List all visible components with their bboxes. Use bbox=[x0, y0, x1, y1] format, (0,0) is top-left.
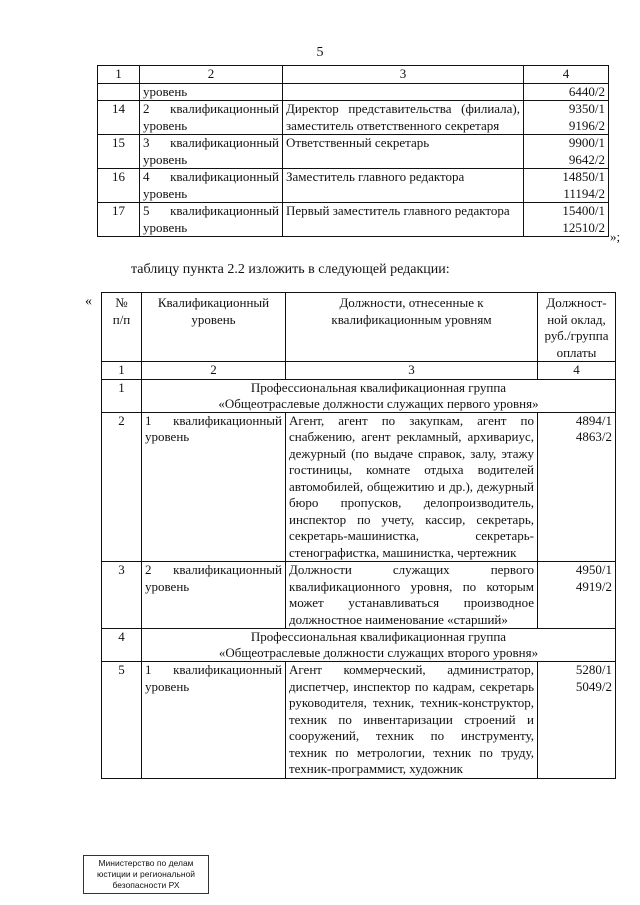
group-title: Профессиональная квалификационная группа «Общеотраслевые должности служащих первого уровня» bbox=[142, 379, 616, 412]
positions: Должности служащих первого квалификационного уровня, по которым может устанавливаться производное должностное наименование «старший» bbox=[286, 562, 538, 629]
positions: Заместитель главного редактора bbox=[283, 169, 524, 203]
row-number: 17 bbox=[98, 203, 140, 237]
header-positions: Должности, отнесенные к квалификационным уровням bbox=[286, 293, 538, 362]
qualification-level: 2 квалификационный уровень bbox=[140, 101, 283, 135]
group-row bbox=[102, 629, 616, 662]
header-cell: 3 bbox=[283, 66, 524, 84]
table-row bbox=[102, 662, 616, 779]
positions: Первый заместитель главного редактора bbox=[283, 203, 524, 237]
qualification-level: уровень bbox=[140, 83, 283, 101]
header-cell: 1 bbox=[98, 66, 140, 84]
row-number: 3 bbox=[102, 562, 142, 629]
header-cell: 2 bbox=[140, 66, 283, 84]
closing-quote: »; bbox=[610, 229, 621, 244]
opening-quote: « bbox=[85, 294, 92, 309]
group-title: Профессиональная квалификационная группа «Общеотраслевые должности служащих второго уровня» bbox=[142, 629, 616, 662]
row-number: 16 bbox=[98, 169, 140, 203]
page-number: 5 bbox=[316, 45, 324, 60]
salary: 5280/1 5049/2 bbox=[538, 662, 616, 779]
row-number: 5 bbox=[102, 662, 142, 779]
qualification-level: 3 квалификационный уровень bbox=[140, 135, 283, 169]
table-row bbox=[102, 562, 616, 629]
index-cell: 3 bbox=[286, 362, 538, 380]
header-salary: Должност- ной оклад, руб./группа оплаты bbox=[538, 293, 616, 362]
table-row bbox=[98, 203, 609, 237]
table-header-row bbox=[102, 293, 616, 362]
registration-stamp: Министерство по делам юстиции и региональной безопасности РХ bbox=[83, 855, 209, 894]
salary: 4894/1 4863/2 bbox=[538, 412, 616, 562]
salary: 15400/1 12510/2 bbox=[524, 203, 609, 237]
positions: Директор представительства (филиала), заместитель ответственного секретаря bbox=[283, 101, 524, 135]
instruction-text: таблицу пункта 2.2 изложить в следующей редакции: bbox=[131, 262, 450, 277]
salary: 9900/1 9642/2 bbox=[524, 135, 609, 169]
index-cell: 1 bbox=[102, 362, 142, 380]
row-number: 15 bbox=[98, 135, 140, 169]
positions: Агент коммерческий, администратор, диспетчер, инспектор по кадрам, секретарь руководителя, техник, техник-конструктор, техник по инвентаризации строений и сооружений, техник по инструменту, техник по метрологии, техник по труду, техник-программист, художник bbox=[286, 662, 538, 779]
row-number bbox=[98, 83, 140, 101]
salary: 9350/1 9196/2 bbox=[524, 101, 609, 135]
salary-table-new bbox=[101, 292, 616, 779]
row-number: 14 bbox=[98, 101, 140, 135]
row-number: 2 bbox=[102, 412, 142, 562]
positions: Ответственный секретарь bbox=[283, 135, 524, 169]
table-row bbox=[98, 101, 609, 135]
row-number: 4 bbox=[102, 629, 142, 662]
index-cell: 2 bbox=[142, 362, 286, 380]
row-number: 1 bbox=[102, 379, 142, 412]
qualification-level: 1 квалификационный уровень bbox=[142, 412, 286, 562]
salary: 6440/2 bbox=[524, 83, 609, 101]
salary-table-continuation bbox=[97, 65, 609, 237]
header-cell: 4 bbox=[524, 66, 609, 84]
group-row bbox=[102, 379, 616, 412]
header-level: Квалификационный уровень bbox=[142, 293, 286, 362]
header-number: № п/п bbox=[102, 293, 142, 362]
qualification-level: 2 квалификационный уровень bbox=[142, 562, 286, 629]
qualification-level: 4 квалификационный уровень bbox=[140, 169, 283, 203]
qualification-level: 1 квалификационный уровень bbox=[142, 662, 286, 779]
table-row bbox=[98, 135, 609, 169]
index-cell: 4 bbox=[538, 362, 616, 380]
table-row bbox=[102, 412, 616, 562]
qualification-level: 5 квалификационный уровень bbox=[140, 203, 283, 237]
table-header-row bbox=[98, 66, 609, 84]
salary: 4950/1 4919/2 bbox=[538, 562, 616, 629]
table-row bbox=[98, 169, 609, 203]
positions: Агент, агент по закупкам, агент по снабжению, агент рекламный, архивариус, дежурный (по выдаче справок, залу, этажу гостиницы, комнате отдыха водителей автомобилей, общежитию и др.), дежурный бюро пропусков, делопроизводитель, инспектор по учету, кассир, секретарь, секретарь-машинистка, секретарь-стенографистка, машинистка, чертежник bbox=[286, 412, 538, 562]
salary: 14850/1 11194/2 bbox=[524, 169, 609, 203]
table-row bbox=[98, 83, 609, 101]
index-row bbox=[102, 362, 616, 380]
positions bbox=[283, 83, 524, 101]
